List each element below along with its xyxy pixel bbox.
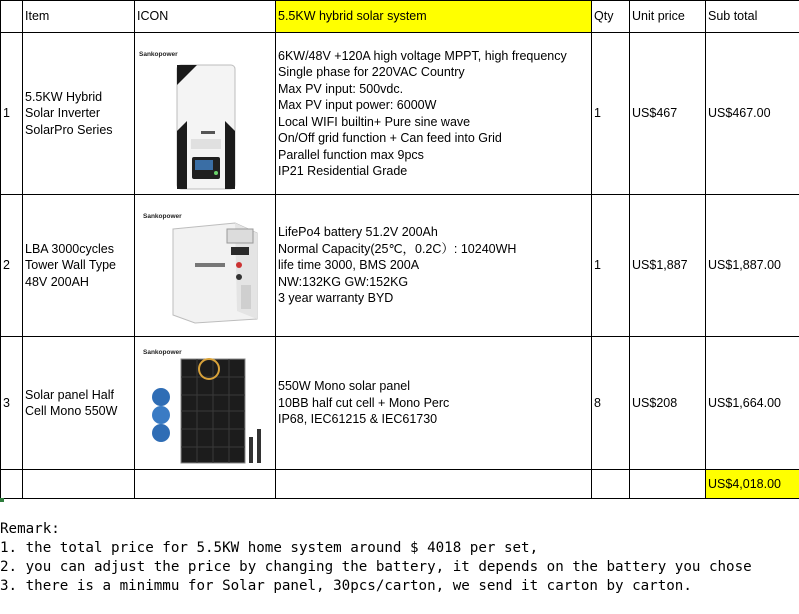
subtotal-cell: US$1,664.00 [706, 337, 799, 470]
item-line: Solar Inverter [25, 106, 101, 121]
row-index: 2 [1, 195, 23, 337]
total-empty-cell [135, 470, 276, 499]
spec-line: 10BB half cut cell + Mono Perc [278, 395, 450, 410]
unit-price-cell: US$467 [630, 33, 706, 195]
header-icon: ICON [135, 1, 276, 33]
spec-line: life time 3000, BMS 200A [278, 258, 420, 273]
qty-cell: 8 [592, 337, 630, 470]
spec-line: Normal Capacity(25℃，0.2C）: 10240WH [278, 241, 517, 256]
subtotal-cell: US$1,887.00 [706, 195, 799, 337]
spec-line: IP21 Residential Grade [278, 164, 408, 178]
spec-line: 3 year warranty BYD [278, 291, 394, 306]
remark-line: 3. there is a minimmu for Solar panel, 30pcs/carton, we send it carton by carton. [0, 578, 692, 594]
icon-cell [135, 195, 276, 337]
header-index [1, 1, 23, 33]
battery-image [165, 219, 265, 327]
remark-line: 2. you can adjust the price by changing the battery, it depends on the battery you chose [0, 559, 752, 575]
item-line: Tower Wall Type [25, 258, 117, 273]
item-description [276, 33, 592, 195]
subtotal-cell: US$467.00 [706, 33, 799, 195]
remarks-title: Remark: [0, 521, 60, 537]
total-empty-cell [592, 470, 630, 499]
spec-line: Max PV input: 500vdc. [278, 81, 404, 96]
spec-line: Parallel function max 9pcs [278, 147, 424, 162]
item-line: Solar panel Half [25, 387, 114, 402]
total-empty-cell [276, 470, 592, 499]
cell-marker [0, 498, 4, 502]
spec-line: Single phase for 220VAC Country [278, 65, 465, 79]
item-description [276, 337, 592, 470]
unit-price-cell: US$208 [630, 337, 706, 470]
item-line: LBA 3000cycles [25, 241, 114, 256]
spec-line: NW:132KG GW:152KG [278, 274, 409, 289]
item-name [23, 33, 135, 195]
solar-panel-image [149, 357, 269, 467]
spec-line: On/Off grid function + Can feed into Grid [278, 131, 502, 145]
total-empty-cell [1, 470, 23, 499]
brand-logo: Sankopower [139, 51, 178, 58]
brand-logo: Sankopower [143, 213, 182, 220]
row-index: 3 [1, 337, 23, 470]
spec-line: 6KW/48V +120A high voltage MPPT, high frequency [278, 48, 567, 63]
table-row [1, 33, 799, 195]
row-index: 1 [1, 33, 23, 195]
qty-cell: 1 [592, 195, 630, 337]
spec-line: 550W Mono solar panel [278, 379, 411, 394]
spec-line: Local WIFI builtin+ Pure sine wave [278, 114, 471, 129]
icon-cell [135, 337, 276, 470]
item-description [276, 195, 592, 337]
item-line: Cell Mono 550W [25, 404, 118, 418]
item-name [23, 195, 135, 337]
item-line: 48V 200AH [25, 274, 89, 289]
table-row [1, 337, 799, 470]
remarks-section [0, 520, 752, 596]
header-unit-price: Unit price [630, 1, 706, 33]
unit-price-cell: US$1,887 [630, 195, 706, 337]
item-line: 5.5KW Hybrid [25, 89, 103, 104]
hybrid-inverter-image [165, 61, 245, 191]
icon-cell [135, 33, 276, 195]
header-row [1, 1, 799, 33]
header-subtotal: Sub total [706, 1, 799, 33]
table-row [1, 195, 799, 337]
qty-cell: 1 [592, 33, 630, 195]
header-system-title: 5.5KW hybrid solar system [276, 1, 592, 33]
total-empty-cell [630, 470, 706, 499]
spec-line: Max PV input power: 6000W [278, 98, 437, 112]
remark-line: 1. the total price for 5.5KW home system around $ 4018 per set, [0, 540, 539, 556]
brand-logo: Sankopower [143, 349, 182, 356]
header-qty: Qty [592, 1, 630, 33]
header-item: Item [23, 1, 135, 33]
grand-total: US$4,018.00 [706, 470, 799, 499]
item-name [23, 337, 135, 470]
item-line: SolarPro Series [25, 122, 113, 137]
spec-line: IP68, IEC61215 & IEC61730 [278, 412, 438, 427]
spec-line: LifePo4 battery 51.2V 200Ah [278, 225, 438, 240]
total-row [1, 470, 799, 499]
total-empty-cell [23, 470, 135, 499]
